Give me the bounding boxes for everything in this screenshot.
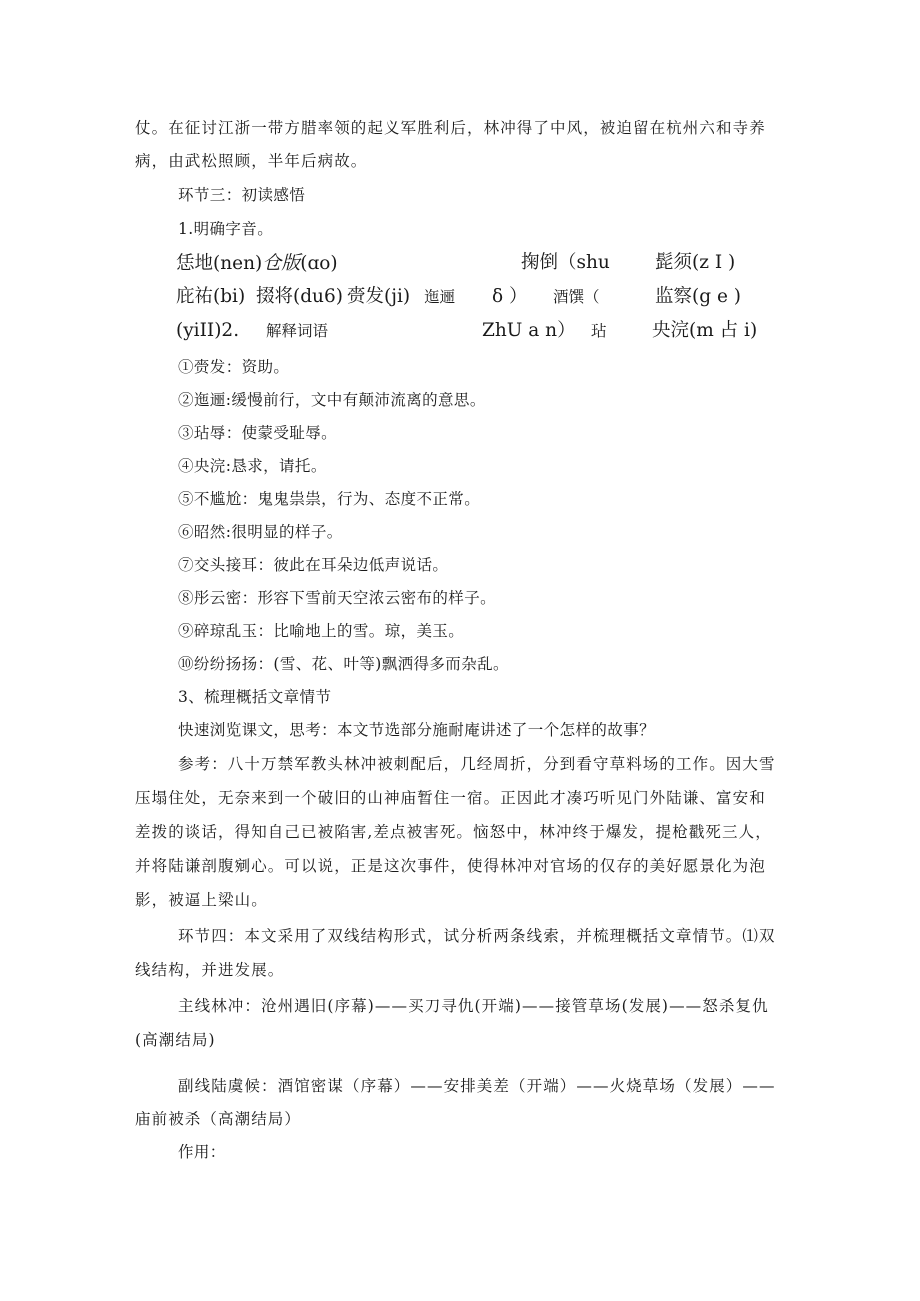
definition-8: ⑧彤云密：形容下雪前天空浓云密布的样子。 <box>178 589 497 607</box>
pron-row2-a: 庇祐(bi) <box>176 286 246 307</box>
section4-line-2: 线结构，并进发展。 <box>135 961 285 979</box>
section4-line-1: 环节四：本文采用了双线结构形式，试分析两条线索，并梳理概括文章情节。⑴双 <box>178 927 776 945</box>
definition-5: ⑤不尴尬：鬼鬼祟祟，行为、态度不正常。 <box>178 490 481 508</box>
item3-heading: 3、梳理概括文章情节 <box>178 688 332 706</box>
pron-row1-a-pre: 恁地(nen) <box>176 253 263 274</box>
main-line-1: 主线林冲：沧州遇旧(序幕)——买刀寻仇(开端)——接管草场(发展)——怒杀复仇 <box>178 997 769 1015</box>
pron-row1-a-ital: 仓版 <box>262 252 301 274</box>
reference-line-5: 影，被逼上梁山。 <box>135 891 268 909</box>
question: 快速浏览课文，思考：本文节选部分施耐庵讲述了一个怎样的故事？ <box>178 721 656 739</box>
sub-line-1: 副线陆虞候：酒馆密谋（序幕）——安排美差（开端）——火烧草场（发展）—— <box>178 1077 776 1095</box>
reference-line-4: 并将陆谦剖腹剜心。可以说，正是这次事件，使得林冲对官场的仅存的美好愿景化为泡 <box>135 857 766 875</box>
definition-3: ③玷辱：使蒙受耻辱。 <box>178 424 338 442</box>
pron-row3-c: ZhU a n） <box>482 320 576 341</box>
definition-6: ⑥昭然:很明显的样子。 <box>178 523 343 541</box>
definition-1: ①赍发：资助。 <box>178 358 290 376</box>
pron-row1-a <box>176 252 338 275</box>
sub-line-2: 庙前被杀（高潮结局） <box>135 1110 302 1128</box>
main-line-2: (高潮结局) <box>135 1031 216 1049</box>
reference-line-3: 差拨的谈话，得知自己已被陷害,差点被害死。恼怒中，林冲终于爆发，提枪戳死三人， <box>135 823 772 841</box>
pron-row1-a-post: (ɑo) <box>300 253 338 274</box>
pron-row3-b: 解释词语 <box>266 322 329 340</box>
definition-10: ⑩纷纷扬扬：(雪、花、叶等)飘洒得多而杂乱。 <box>178 655 509 673</box>
intro-line-1: 仗。在征讨江浙一带方腊率领的起义军胜利后，林冲得了中风，被迫留在杭州六和寺养 <box>135 119 766 137</box>
reference-line-1: 参考：八十万禁军教头林冲被刺配后，几经周折，分到看守草料场的工作。因大雪 <box>178 755 776 773</box>
definition-4: ④央浣:恳求，请托。 <box>178 457 327 475</box>
definition-7: ⑦交头接耳：彼此在耳朵边低声说话。 <box>178 556 449 574</box>
definition-9: ⑨碎琼乱玉：比喻地上的雪。琼，美玉。 <box>178 622 465 640</box>
pron-row2-d: 迤逦 <box>424 288 456 306</box>
definition-2: ②迤逦:缓慢前行，文中有颠沛流离的意思。 <box>178 391 486 409</box>
intro-line-2: 病，由武松照顾，半年后病故。 <box>135 152 368 170</box>
pron-row2-e: δ ） <box>492 286 528 307</box>
pron-row2-g: 监察(g e ) <box>655 286 741 307</box>
pron-row2-c: 赍发(ji) <box>347 286 411 307</box>
pron-row3-a: (yiII)2. <box>176 320 240 341</box>
pron-row3-d: 玷 <box>591 322 607 340</box>
pron-row2-b: 掇将(du6) <box>256 286 343 307</box>
pron-row3-e: 央浣(m 占 i) <box>652 320 758 341</box>
section3-heading: 环节三：初读感悟 <box>178 186 306 204</box>
reference-line-2: 压塌住处，无奈来到一个破旧的山神庙暂住一宿。正因此才凑巧听见门外陆谦、富安和 <box>135 789 766 807</box>
item1-heading: 1.明确字音。 <box>178 220 274 238</box>
pron-row1-b: 掬倒（shu <box>521 252 610 273</box>
pron-row2-f: 酒馔（ <box>553 288 600 306</box>
function-label: 作用： <box>178 1143 226 1161</box>
pron-row1-c: 髭须(z I ) <box>655 252 736 273</box>
